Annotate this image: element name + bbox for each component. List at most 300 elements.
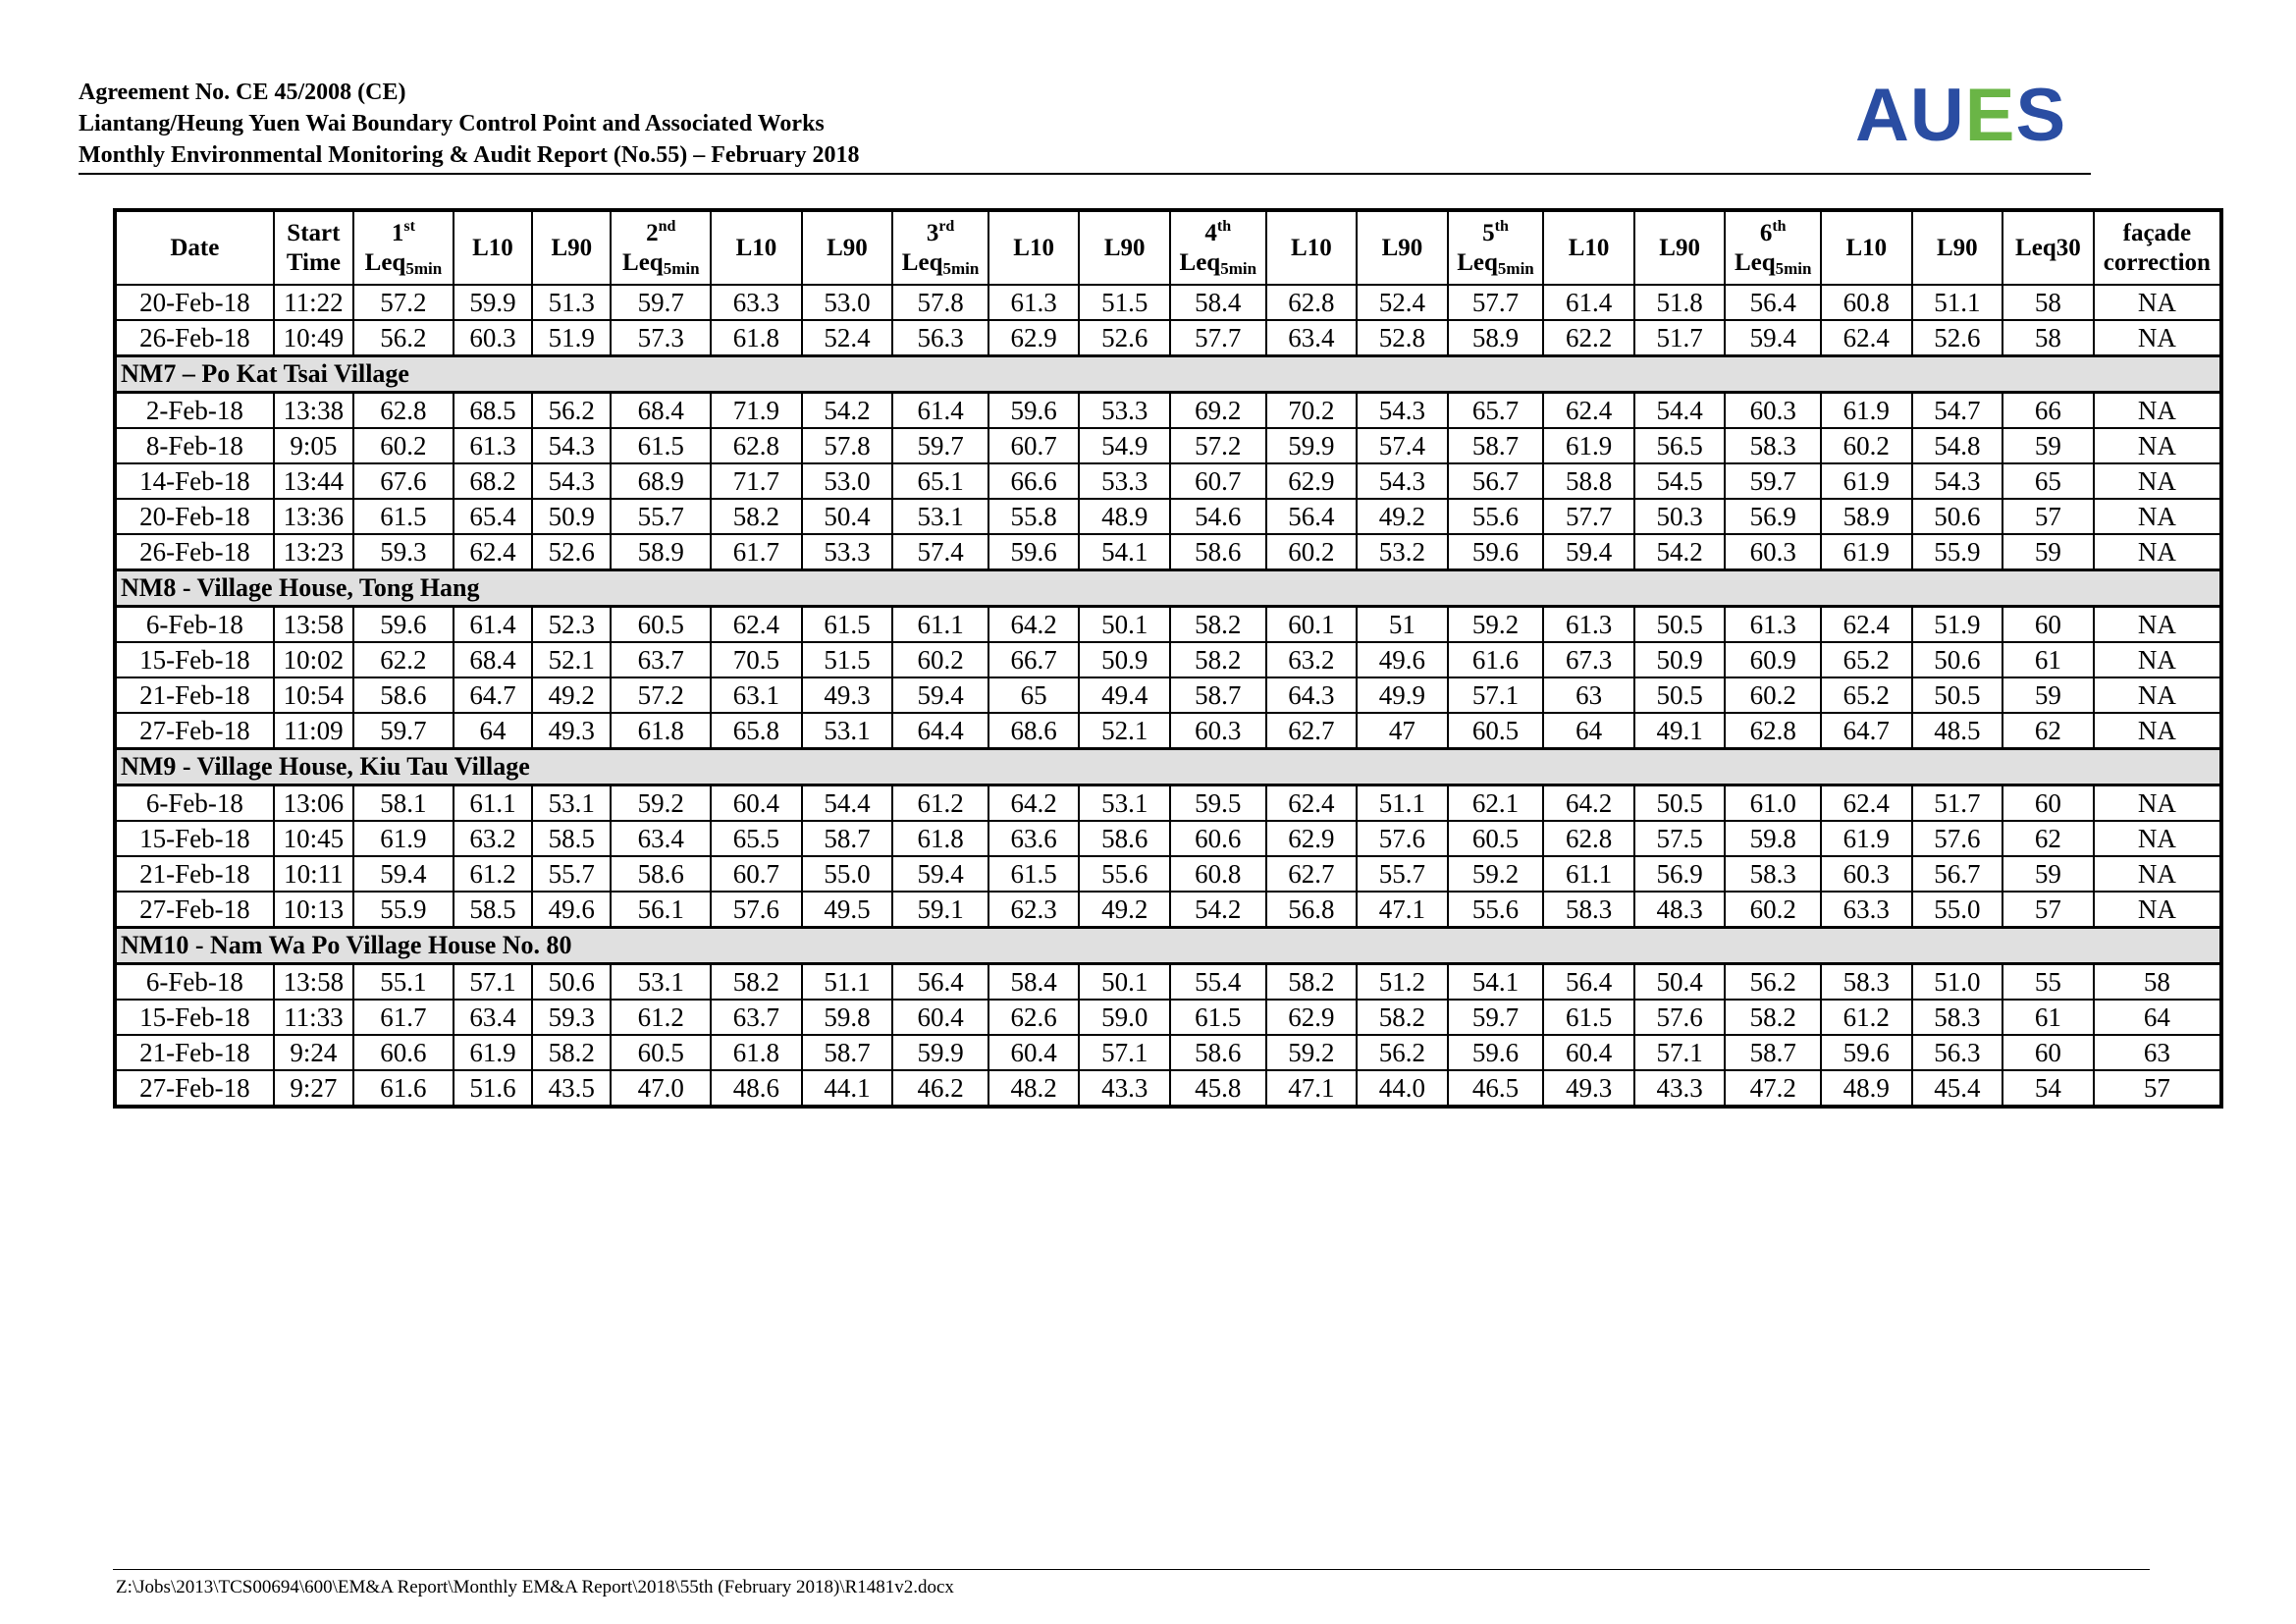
table-cell: 70.2 xyxy=(1266,393,1358,429)
table-cell: 9:05 xyxy=(274,428,353,463)
table-cell: 61.4 xyxy=(892,393,988,429)
col-l90-3: L90 xyxy=(1079,210,1170,285)
table-cell: 58.2 xyxy=(711,499,802,534)
table-row xyxy=(115,428,2221,463)
table-cell: 65.5 xyxy=(711,821,802,856)
table-cell: 63.6 xyxy=(988,821,1080,856)
table-cell: 55.6 xyxy=(1079,856,1170,892)
table-cell: 10:45 xyxy=(274,821,353,856)
table-cell: 50.4 xyxy=(802,499,893,534)
table-cell: 61.5 xyxy=(988,856,1080,892)
table-cell: 55.7 xyxy=(611,499,711,534)
table-cell: 58 xyxy=(2002,320,2094,356)
table-cell: 59.6 xyxy=(988,534,1080,570)
table-cell: 49.2 xyxy=(532,677,611,713)
table-cell: 64.4 xyxy=(892,713,988,749)
report-title: Monthly Environmental Monitoring & Audit Report (No.55) – February 2018 xyxy=(79,142,860,168)
table-cell: 59.3 xyxy=(532,1000,611,1035)
table-row xyxy=(115,892,2221,928)
col-leq-1: 1st Leq$_{5min}$ xyxy=(353,210,454,285)
col-l10-3: L10 xyxy=(988,210,1080,285)
col-l10-6: L10 xyxy=(1821,210,1912,285)
table-cell: 56.4 xyxy=(1266,499,1358,534)
table-cell: 56.4 xyxy=(1725,285,1821,320)
table-cell: 60.2 xyxy=(1725,677,1821,713)
table-cell: 59.9 xyxy=(892,1035,988,1070)
table-cell: 59.6 xyxy=(353,607,454,643)
table-cell: 52.1 xyxy=(1079,713,1170,749)
col-leq-4: 4th Leq$_{5min}$ xyxy=(1170,210,1266,285)
table-cell: 59.9 xyxy=(454,285,532,320)
table-cell: 61.5 xyxy=(353,499,454,534)
col-leq-6: 6th Leq$_{5min}$ xyxy=(1725,210,1821,285)
table-cell: 63.2 xyxy=(454,821,532,856)
table-cell: 60 xyxy=(2002,607,2094,643)
table-cell: 65.7 xyxy=(1448,393,1544,429)
table-row xyxy=(115,713,2221,749)
table-cell: 55.0 xyxy=(1912,892,2003,928)
table-cell: 46.5 xyxy=(1448,1070,1544,1107)
footer-rule xyxy=(113,1569,2150,1570)
table-cell: 62 xyxy=(2002,713,2094,749)
table-cell: 49.3 xyxy=(532,713,611,749)
table-cell: 58.7 xyxy=(802,821,893,856)
table-cell: 59.2 xyxy=(1448,607,1544,643)
table-cell: 62.4 xyxy=(1821,607,1912,643)
table-cell: 54.3 xyxy=(532,463,611,499)
table-cell: 57 xyxy=(2002,892,2094,928)
table-cell: 60.7 xyxy=(1170,463,1266,499)
table-cell: 59.7 xyxy=(1725,463,1821,499)
table-cell: 60.6 xyxy=(353,1035,454,1070)
table-cell: 50.9 xyxy=(1634,642,1726,677)
table-cell: 49.6 xyxy=(1357,642,1448,677)
table-cell: 62.6 xyxy=(988,1000,1080,1035)
table-cell: NA xyxy=(2094,393,2221,429)
table-cell: 48.3 xyxy=(1634,892,1726,928)
table-cell: 61.2 xyxy=(454,856,532,892)
table-cell: 10:02 xyxy=(274,642,353,677)
table-cell: 62.9 xyxy=(1266,1000,1358,1035)
table-row xyxy=(115,856,2221,892)
table-cell: 55.1 xyxy=(353,964,454,1001)
table-cell: NA xyxy=(2094,892,2221,928)
agreement-number: Agreement No. CE 45/2008 (CE) xyxy=(79,80,406,105)
table-cell: 53.1 xyxy=(611,964,711,1001)
table-cell: 64.3 xyxy=(1266,677,1358,713)
table-cell: 46.2 xyxy=(892,1070,988,1107)
table-cell: 56.2 xyxy=(1725,964,1821,1001)
table-cell: 53.0 xyxy=(802,285,893,320)
table-cell: 50.1 xyxy=(1079,607,1170,643)
table-cell: 62.4 xyxy=(711,607,802,643)
table-cell: 63 xyxy=(1543,677,1634,713)
table-cell: 48.9 xyxy=(1821,1070,1912,1107)
col-leq-5: 5th Leq$_{5min}$ xyxy=(1448,210,1544,285)
table-cell: 49.3 xyxy=(1543,1070,1634,1107)
table-cell: 62.4 xyxy=(1821,320,1912,356)
table-cell: 68.9 xyxy=(611,463,711,499)
table-cell: 57.2 xyxy=(353,285,454,320)
table-cell: 51.7 xyxy=(1634,320,1726,356)
table-cell: 61.1 xyxy=(1543,856,1634,892)
col-l90-5: L90 xyxy=(1634,210,1726,285)
table-cell: 58.7 xyxy=(802,1035,893,1070)
table-cell: 21-Feb-18 xyxy=(115,1035,274,1070)
table-cell: 51.3 xyxy=(532,285,611,320)
table-cell: 49.1 xyxy=(1634,713,1726,749)
table-cell: 58.3 xyxy=(1912,1000,2003,1035)
table-cell: 51.9 xyxy=(1912,607,2003,643)
table-cell: 68.5 xyxy=(454,393,532,429)
table-cell: 61.7 xyxy=(353,1000,454,1035)
table-cell: 58.4 xyxy=(1170,285,1266,320)
table-cell: 71.9 xyxy=(711,393,802,429)
table-cell: 59.4 xyxy=(1725,320,1821,356)
table-cell: 59.9 xyxy=(1266,428,1358,463)
table-cell: 44.1 xyxy=(802,1070,893,1107)
table-cell: 49.5 xyxy=(802,892,893,928)
group-row xyxy=(115,356,2221,393)
table-cell: 57.8 xyxy=(892,285,988,320)
table-cell: 63.3 xyxy=(1821,892,1912,928)
table-cell: 62.8 xyxy=(353,393,454,429)
table-cell: 65 xyxy=(2002,463,2094,499)
table-cell: 57.6 xyxy=(1912,821,2003,856)
table-cell: 44.0 xyxy=(1357,1070,1448,1107)
table-cell: 54 xyxy=(2002,1070,2094,1107)
table-cell: 61.0 xyxy=(1725,785,1821,822)
table-cell: 59.0 xyxy=(1079,1000,1170,1035)
table-cell: 52.6 xyxy=(1079,320,1170,356)
table-cell: 55.9 xyxy=(1912,534,2003,570)
table-cell: NA xyxy=(2094,677,2221,713)
table-cell: 60.1 xyxy=(1266,607,1358,643)
table-row xyxy=(115,499,2221,534)
group-row xyxy=(115,570,2221,607)
col-l90-6: L90 xyxy=(1912,210,2003,285)
table-cell: 68.4 xyxy=(611,393,711,429)
table-cell: 60 xyxy=(2002,785,2094,822)
table-cell: 59.4 xyxy=(353,856,454,892)
table-cell: 58.2 xyxy=(711,964,802,1001)
table-cell: 58.3 xyxy=(1725,856,1821,892)
table-cell: 51.0 xyxy=(1912,964,2003,1001)
col-l10-4: L10 xyxy=(1266,210,1358,285)
table-cell: 57.7 xyxy=(1170,320,1266,356)
table-cell: 52.4 xyxy=(1357,285,1448,320)
table-cell: 49.4 xyxy=(1079,677,1170,713)
table-cell: 58.2 xyxy=(1357,1000,1448,1035)
table-row xyxy=(115,320,2221,356)
table-cell: 62.4 xyxy=(454,534,532,570)
table-cell: 6-Feb-18 xyxy=(115,607,274,643)
table-cell: 62.4 xyxy=(1543,393,1634,429)
table-cell: 61.5 xyxy=(802,607,893,643)
table-cell: 59 xyxy=(2002,534,2094,570)
table-cell: 20-Feb-18 xyxy=(115,285,274,320)
table-cell: 51.7 xyxy=(1912,785,2003,822)
col-l10-1: L10 xyxy=(454,210,532,285)
table-cell: 60.2 xyxy=(892,642,988,677)
table-cell: 57.2 xyxy=(611,677,711,713)
table-cell: 62.8 xyxy=(711,428,802,463)
table-cell: 49.6 xyxy=(532,892,611,928)
table-cell: 56.2 xyxy=(1357,1035,1448,1070)
table-cell: 58.9 xyxy=(611,534,711,570)
noise-monitoring-table xyxy=(113,208,2223,1109)
table-cell: 11:09 xyxy=(274,713,353,749)
table-row xyxy=(115,607,2221,643)
table-cell: 54.2 xyxy=(1634,534,1726,570)
table-cell: 61.1 xyxy=(892,607,988,643)
table-cell: 61.1 xyxy=(454,785,532,822)
table-cell: 54.1 xyxy=(1079,534,1170,570)
table-cell: 27-Feb-18 xyxy=(115,892,274,928)
table-cell: 62.2 xyxy=(1543,320,1634,356)
table-cell: 58.7 xyxy=(1170,677,1266,713)
table-cell: 54.4 xyxy=(1634,393,1726,429)
table-cell: 13:58 xyxy=(274,607,353,643)
table-cell: 2-Feb-18 xyxy=(115,393,274,429)
table-cell: 56.3 xyxy=(1912,1035,2003,1070)
table-cell: 51.5 xyxy=(1079,285,1170,320)
table-cell: 63.2 xyxy=(1266,642,1358,677)
table-cell: 50.6 xyxy=(532,964,611,1001)
table-cell: 62 xyxy=(2002,821,2094,856)
table-cell: 56.7 xyxy=(1912,856,2003,892)
group-title: NM10 - Nam Wa Po Village House No. 80 xyxy=(115,928,2221,964)
table-cell: 61.3 xyxy=(1725,607,1821,643)
table-row xyxy=(115,463,2221,499)
table-cell: 61.9 xyxy=(454,1035,532,1070)
table-cell: 61.8 xyxy=(711,1035,802,1070)
table-cell: 50.9 xyxy=(532,499,611,534)
table-cell: 64.2 xyxy=(1543,785,1634,822)
table-cell: 60.5 xyxy=(611,1035,711,1070)
table-cell: 54.4 xyxy=(802,785,893,822)
table-cell: 59.8 xyxy=(802,1000,893,1035)
table-cell: 64.7 xyxy=(454,677,532,713)
table-cell: 64.2 xyxy=(988,607,1080,643)
table-cell: 60.9 xyxy=(1725,642,1821,677)
table-cell: 60.3 xyxy=(1725,393,1821,429)
table-cell: 15-Feb-18 xyxy=(115,1000,274,1035)
table-cell: 61.5 xyxy=(1543,1000,1634,1035)
table-cell: 59.4 xyxy=(892,856,988,892)
table-cell: 62.2 xyxy=(353,642,454,677)
table-cell: 58 xyxy=(2002,285,2094,320)
table-cell: 55.7 xyxy=(1357,856,1448,892)
table-cell: 60.4 xyxy=(711,785,802,822)
table-cell: 51.2 xyxy=(1357,964,1448,1001)
table-cell: 61.3 xyxy=(1543,607,1634,643)
table-cell: 54.3 xyxy=(1357,463,1448,499)
table-cell: 58.6 xyxy=(611,856,711,892)
table-cell: 62.7 xyxy=(1266,856,1358,892)
table-cell: 52.3 xyxy=(532,607,611,643)
table-cell: 54.9 xyxy=(1079,428,1170,463)
table-cell: 48.5 xyxy=(1912,713,2003,749)
col-leq-3: 3rd Leq$_{5min}$ xyxy=(892,210,988,285)
table-cell: 59.4 xyxy=(892,677,988,713)
table-cell: 54.8 xyxy=(1912,428,2003,463)
table-cell: 58.2 xyxy=(1170,642,1266,677)
table-cell: 61.9 xyxy=(1821,463,1912,499)
table-cell: NA xyxy=(2094,642,2221,677)
table-cell: NA xyxy=(2094,856,2221,892)
table-cell: 59.8 xyxy=(1725,821,1821,856)
table-cell: 13:36 xyxy=(274,499,353,534)
table-cell: 50.5 xyxy=(1634,607,1726,643)
table-cell: 59.7 xyxy=(892,428,988,463)
table-row xyxy=(115,964,2221,1001)
table-cell: 53.1 xyxy=(532,785,611,822)
table-cell: 61.9 xyxy=(1821,821,1912,856)
table-cell: 47.1 xyxy=(1357,892,1448,928)
table-cell: 60.2 xyxy=(1725,892,1821,928)
table-cell: 48.6 xyxy=(711,1070,802,1107)
table-cell: 60.2 xyxy=(353,428,454,463)
table-cell: 61.3 xyxy=(988,285,1080,320)
table-cell: 60.4 xyxy=(892,1000,988,1035)
table-cell: 53.1 xyxy=(802,713,893,749)
table-cell: 53.2 xyxy=(1357,534,1448,570)
table-cell: NA xyxy=(2094,499,2221,534)
table-cell: 55.4 xyxy=(1170,964,1266,1001)
table-cell: 60.6 xyxy=(1170,821,1266,856)
table-cell: 59.6 xyxy=(1821,1035,1912,1070)
table-cell: 61.4 xyxy=(1543,285,1634,320)
table-cell: 65 xyxy=(988,677,1080,713)
table-cell: 59.3 xyxy=(353,534,454,570)
table-cell: 52.4 xyxy=(802,320,893,356)
table-cell: 59.6 xyxy=(1448,1035,1544,1070)
table-cell: 62.7 xyxy=(1266,713,1358,749)
table-cell: 58.6 xyxy=(1170,1035,1266,1070)
table-cell: 59.4 xyxy=(1543,534,1634,570)
table-cell: NA xyxy=(2094,463,2221,499)
table-cell: 59.2 xyxy=(611,785,711,822)
table-cell: 59.7 xyxy=(1448,1000,1544,1035)
table-row xyxy=(115,393,2221,429)
table-cell: 63.3 xyxy=(711,285,802,320)
table-cell: 57.5 xyxy=(1634,821,1726,856)
table-cell: 13:58 xyxy=(274,964,353,1001)
table-cell: 53.1 xyxy=(1079,785,1170,822)
table-cell: 15-Feb-18 xyxy=(115,642,274,677)
table-cell: 64 xyxy=(454,713,532,749)
table-row xyxy=(115,677,2221,713)
table-cell: 52.6 xyxy=(1912,320,2003,356)
table-cell: 60.2 xyxy=(1821,428,1912,463)
table-cell: 9:27 xyxy=(274,1070,353,1107)
table-cell: 50.1 xyxy=(1079,964,1170,1001)
table-cell: 54.6 xyxy=(1170,499,1266,534)
table-cell: 61.7 xyxy=(711,534,802,570)
table-cell: 53.1 xyxy=(892,499,988,534)
table-cell: 60.7 xyxy=(988,428,1080,463)
table-cell: 50.6 xyxy=(1912,499,2003,534)
col-leq-2: 2nd Leq$_{5min}$ xyxy=(611,210,711,285)
table-cell: 11:33 xyxy=(274,1000,353,1035)
table-cell: 64 xyxy=(1543,713,1634,749)
table-cell: 57.8 xyxy=(802,428,893,463)
table-cell: 63 xyxy=(2094,1035,2221,1070)
table-cell: 68.2 xyxy=(454,463,532,499)
table-cell: 57.7 xyxy=(1543,499,1634,534)
header-rule xyxy=(79,173,2091,175)
table-cell: 51.1 xyxy=(802,964,893,1001)
table-cell: 54.1 xyxy=(1448,964,1544,1001)
table-cell: NA xyxy=(2094,607,2221,643)
group-title: NM9 - Village House, Kiu Tau Village xyxy=(115,749,2221,785)
table-cell: 53.3 xyxy=(1079,393,1170,429)
table-cell: 50.9 xyxy=(1079,642,1170,677)
table-cell: 58.2 xyxy=(1266,964,1358,1001)
table-cell: 62.4 xyxy=(1821,785,1912,822)
footer-file-path: Z:\Jobs\2013\TCS00694\600\EM&A Report\Monthly EM&A Report\2018\55th (February 2018)\R1481v2.docx xyxy=(116,1577,954,1597)
table-cell: 13:44 xyxy=(274,463,353,499)
table-row xyxy=(115,642,2221,677)
table-cell: 58.6 xyxy=(1170,534,1266,570)
table-cell: 54.3 xyxy=(532,428,611,463)
table-cell: 63.4 xyxy=(454,1000,532,1035)
table-cell: 58.6 xyxy=(1079,821,1170,856)
table-cell: 63.7 xyxy=(611,642,711,677)
table-cell: 57.1 xyxy=(1634,1035,1726,1070)
table-row xyxy=(115,785,2221,822)
table-cell: 57.4 xyxy=(892,534,988,570)
table-cell: 67.3 xyxy=(1543,642,1634,677)
col-l90-2: L90 xyxy=(802,210,893,285)
table-cell: 58.6 xyxy=(353,677,454,713)
table-cell: 56.1 xyxy=(611,892,711,928)
project-title: Liantang/Heung Yuen Wai Boundary Control Point and Associated Works xyxy=(79,111,825,136)
table-cell: 60.5 xyxy=(611,607,711,643)
table-cell: 59.2 xyxy=(1448,856,1544,892)
table-cell: 60.2 xyxy=(1266,534,1358,570)
table-cell: 11:22 xyxy=(274,285,353,320)
table-cell: 52.6 xyxy=(532,534,611,570)
table-row xyxy=(115,821,2221,856)
table-cell: 71.7 xyxy=(711,463,802,499)
table-cell: 61 xyxy=(2002,642,2094,677)
table-cell: 65.4 xyxy=(454,499,532,534)
table-cell: 60.7 xyxy=(711,856,802,892)
table-cell: 54.3 xyxy=(1912,463,2003,499)
table-cell: 50.5 xyxy=(1634,785,1726,822)
table-cell: 15-Feb-18 xyxy=(115,821,274,856)
table-cell: 61 xyxy=(2002,1000,2094,1035)
col-date: Date xyxy=(115,210,274,285)
table-cell: 58.5 xyxy=(454,892,532,928)
table-cell: 66 xyxy=(2002,393,2094,429)
table-cell: 61.6 xyxy=(353,1070,454,1107)
table-cell: 57.3 xyxy=(611,320,711,356)
table-cell: 51.5 xyxy=(802,642,893,677)
table-cell: 59 xyxy=(2002,677,2094,713)
table-cell: NA xyxy=(2094,320,2221,356)
table-cell: 61.9 xyxy=(353,821,454,856)
table-cell: 56.2 xyxy=(353,320,454,356)
table-cell: 68.6 xyxy=(988,713,1080,749)
table-cell: 9:24 xyxy=(274,1035,353,1070)
group-row xyxy=(115,928,2221,964)
col-l10-5: L10 xyxy=(1543,210,1634,285)
table-cell: 69.2 xyxy=(1170,393,1266,429)
table-cell: 55.7 xyxy=(532,856,611,892)
